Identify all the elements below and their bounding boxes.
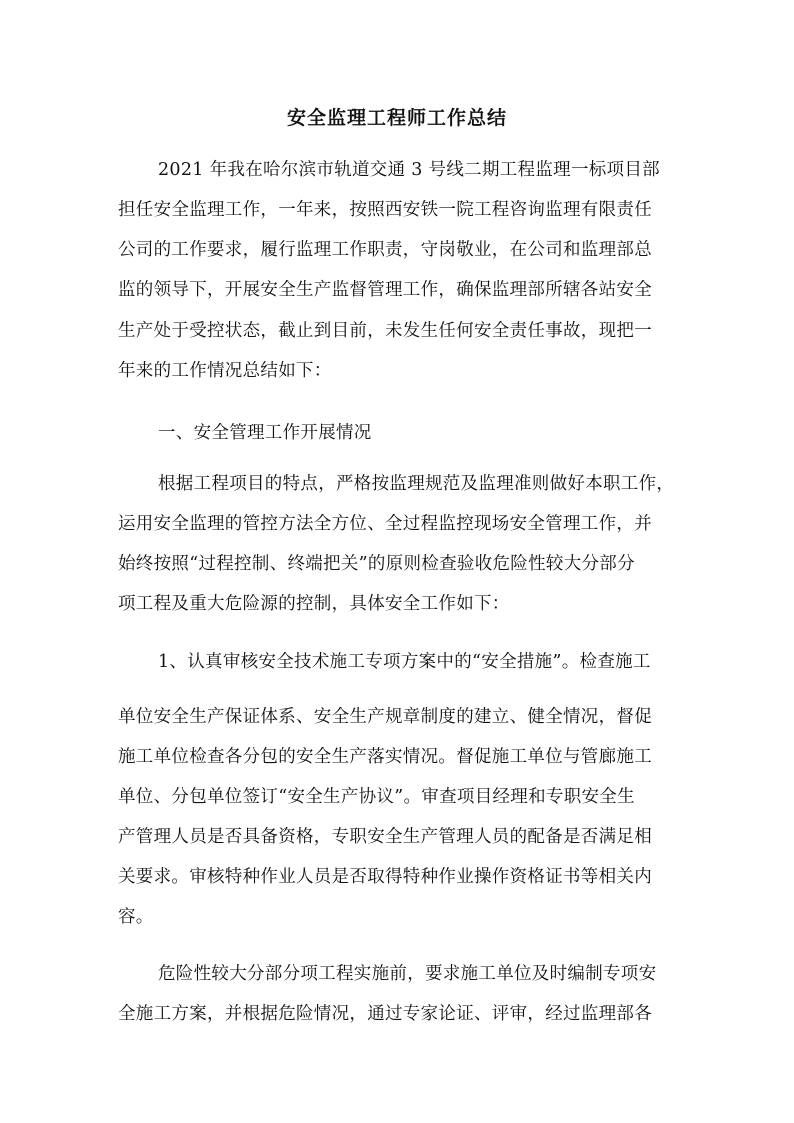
paragraph-line: 监的领导下，开展安全生产监督管理工作，确保监理部所辖各站安全 — [118, 280, 652, 300]
paragraph-line: 年来的工作情况总结如下： — [118, 361, 332, 381]
paragraph-line: 单位安全生产保证体系、安全生产规章制度的建立、健全情况，督促 — [118, 707, 652, 727]
paragraph-line: 担任安全监理工作，一年来，按照西安铁一院工程咨询监理有限责任 — [118, 200, 652, 220]
paragraph-line: 根据工程项目的特点，严格按监理规范及监理准则做好本职工作， — [158, 474, 675, 494]
paragraph-line: 始终按照“过程控制、终端把关”的原则检查验收危险性较大分部分 — [118, 554, 635, 574]
paragraph-line: 2021 年我在哈尔滨市轨道交通 3 号线二期工程监理一标项目部 — [158, 160, 660, 180]
paragraph-line: 全施工方案，并根据危险情况，通过专家论证、评审，经过监理部各 — [118, 1004, 652, 1024]
paragraph-line: 施工单位检查各分包的安全生产落实情况。督促施工单位与管廊施工 — [118, 747, 652, 767]
paragraph-line: 公司的工作要求，履行监理工作职责，守岗敬业，在公司和监理部总 — [118, 240, 652, 260]
paragraph-line: 生产处于受控状态，截止到目前，未发生任何安全责任事故，现把一 — [118, 321, 652, 341]
document-title: 安全监理工程师工作总结 — [286, 107, 507, 129]
paragraph-line: 危险性较大分部分项工程实施前，要求施工单位及时编制专项安 — [158, 964, 657, 984]
paragraph-line: 1、认真审核安全技术施工专项方案中的“安全措施”。检查施工 — [158, 652, 651, 672]
paragraph-line: 单位、分包单位签订“安全生产协议”。审查项目经理和专职安全生 — [118, 787, 635, 807]
paragraph-line: 关要求。审核特种作业人员是否取得特种作业操作资格证书等相关内 — [118, 867, 652, 887]
paragraph-line: 项工程及重大危险源的控制，具体安全工作如下： — [118, 594, 510, 614]
paragraph-line: 容。 — [118, 907, 154, 927]
paragraph-line: 产管理人员是否具备资格，专职安全生产管理人员的配备是否满足相 — [118, 827, 652, 847]
section-heading: 一、安全管理工作开展情况 — [158, 423, 372, 443]
paragraph-line: 运用安全监理的管控方法全方位、全过程监控现场安全管理工作，并 — [118, 514, 652, 534]
